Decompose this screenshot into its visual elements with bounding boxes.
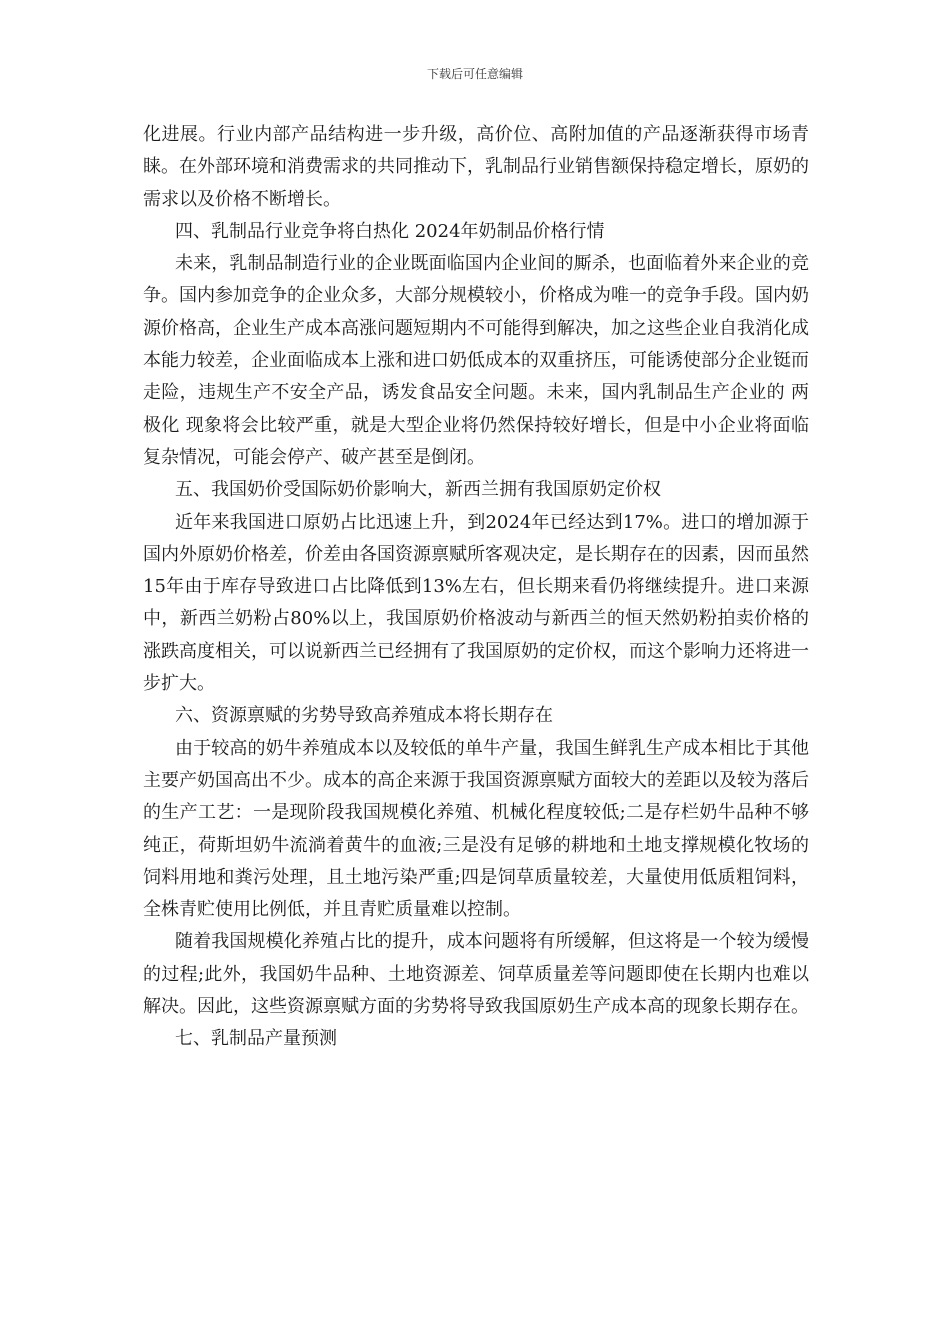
section-heading-5: 五、我国奶价受国际奶价影响大，新西兰拥有我国原奶定价权: [175, 479, 661, 501]
paragraph-import-prices: 近年来我国进口原奶占比迅速上升，到2024年已经达到17%。进口的增加源于国内外原奶价格差，价差由各国资源禀赋所客观决定，是长期存在的因素，因而虽然15年由于库存导致进口占比降低到13%左右，但长期来看仍将继续提升。进口来源中，新西兰奶粉占80%以上，我国原奶价格波动与新西兰的恒天然奶粉拍卖价格的涨跌高度相关，可以说新西兰已经拥有了我国原奶的定价权，而这个影响力还将进一步扩大。: [143, 511, 809, 695]
section-heading-4: 四、乳制品行业竞争将白热化 2024年奶制品价格行情: [175, 220, 605, 242]
document-body: [143, 119, 809, 1056]
paragraph-continued: 化进展。行业内部产品结构进一步升级，高价位、高附加值的产品逐渐获得市场青睐。在外部环境和消费需求的共同推动下，乳制品行业销售额保持稳定增长，原奶的需求以及价格不断增长。: [143, 124, 809, 210]
paragraph-breeding-costs: 由于较高的奶牛养殖成本以及较低的单牛产量，我国生鲜乳生产成本相比于其他主要产奶国高出不少。成本的高企来源于我国资源禀赋方面较大的差距以及较为落后的生产工艺：一是现阶段我国规模化养殖、机械化程度较低;二是存栏奶牛品种不够纯正，荷斯坦奶牛流淌着黄牛的血液;三是没有足够的耕地和土地支撑规模化牧场的饲料用地和粪污处理，且土地污染严重;四是饲草质量较差，大量使用低质粗饲料，全株青贮使用比例低，并且青贮质量难以控制。: [143, 737, 809, 921]
page-header-note: 下载后可任意编辑: [426, 67, 523, 81]
section-heading-6: 六、资源禀赋的劣势导致高养殖成本将长期存在: [175, 705, 553, 727]
paragraph-scale-farming: 随着我国规模化养殖占比的提升，成本问题将有所缓解，但这将是一个较为缓慢的过程;此外，我国奶牛品种、土地资源差、饲草质量差等问题即使在长期内也难以解决。因此，这些资源禀赋方面的劣势将导致我国原奶生产成本高的现象长期存在。: [143, 931, 809, 1018]
paragraph-competition: 未来，乳制品制造行业的企业既面临国内企业间的厮杀，也面临着外来企业的竞争。国内参加竞争的企业众多，大部分规模较小，价格成为唯一的竞争手段。国内奶源价格高，企业生产成本高涨问题短期内不可能得到解决，加之这些企业自我消化成本能力较差，企业面临成本上涨和进口奶低成本的双重挤压，可能诱使部分企业铤而走险，违规生产不安全产品，诱发食品安全问题。未来，国内乳制品生产企业的 两极化 现象将会比较严重，就是大型企业将仍然保持较好增长，但是中小企业将面临复杂情况，可能会停产、破产甚至是倒闭。: [143, 253, 809, 468]
section-heading-7: 七、乳制品产量预测: [175, 1028, 337, 1050]
